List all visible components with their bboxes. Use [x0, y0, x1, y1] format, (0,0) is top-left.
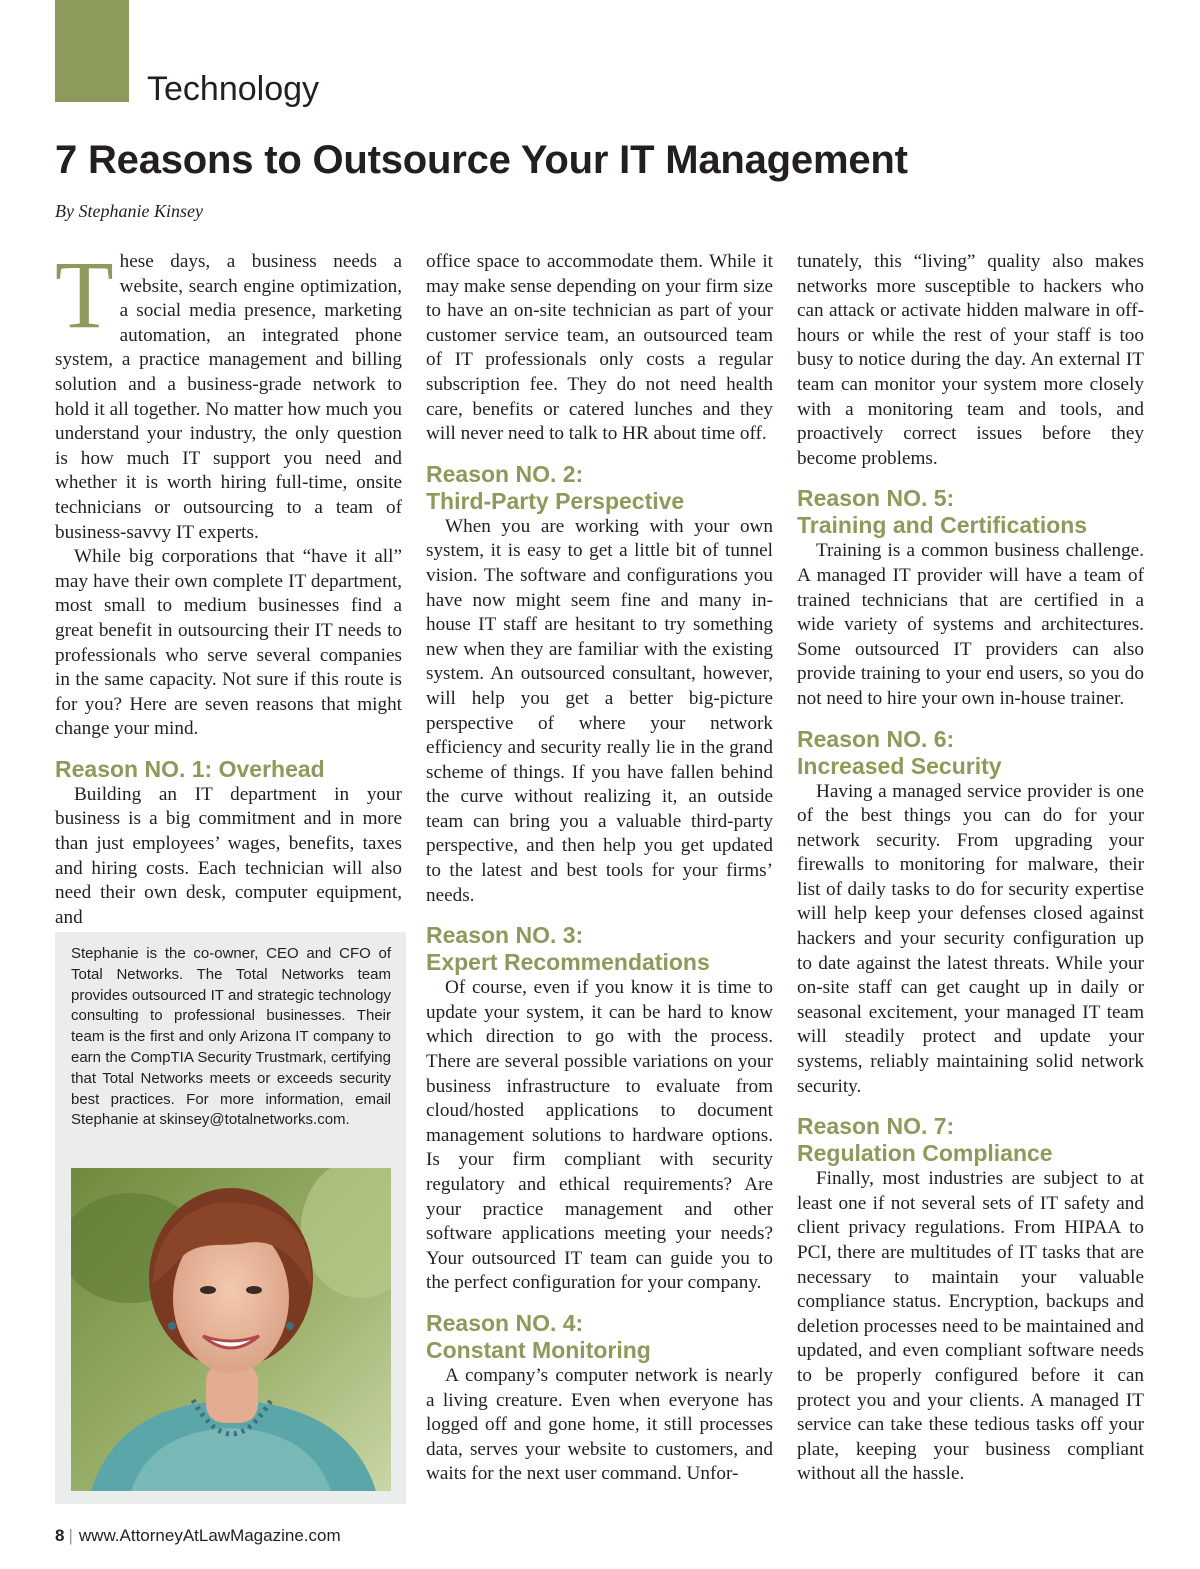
- intro-paragraph-1: [55, 241, 402, 545]
- column-1: [55, 241, 402, 930]
- reason-2-heading: [426, 461, 773, 515]
- reason-3-heading-line2: Expert Recommendations: [426, 949, 710, 976]
- reason-6-heading: [797, 726, 1144, 780]
- reason-1-heading: [55, 756, 402, 783]
- reason-3-body: Of course, even if you know it is time to update your system, it can be hard to know which direction to go with the process. There are several possible variations on your business infrastructure to evaluate from cloud/hosted applications to document management solutions to hardware options. Is your firm compliant with security regulatory and ethical requirements? Are your practice management and other software applications meeting your needs? Your outsourced IT team can guide you to the perfect configuration for your company.: [426, 977, 773, 1294]
- reason-7-heading-line2: Regulation Compliance: [797, 1140, 1053, 1167]
- reason-7-body: Finally, most industries are subject to at least one if not several sets of IT safety and client privacy regulations. From HIPAA to PCI, there are multitudes of IT tasks that are necessary to maintain your valuable compliance status. Encryption, backups and deletion processes need to be maintained and updated, and even compliant software needs to be properly configured before it can protect you and your clients. A managed IT service can take these tedious tasks off your plate, keeping your business compliant without all the hassle.: [797, 1168, 1144, 1485]
- column-2: [426, 250, 773, 1487]
- reason-6-heading-line2: Increased Security: [797, 752, 1002, 779]
- reason-4-heading: [426, 1310, 773, 1364]
- reason-7-heading: [797, 1113, 1144, 1167]
- footer-separator: |: [68, 1526, 73, 1545]
- magazine-url: www.AttorneyAtLawMagazine.com: [78, 1526, 341, 1545]
- reason-2-body: When you are working with your own system, it is easy to get a little bit of tunnel vision. The software and configurations you have now might seem fine and many in-house IT staff are hesitant to try something new when they are familiar with the existing system. An outsourced consultant, however, will help you get a better big-picture perspective of where your network efficiency and security really lie in the grand scheme of things. If you have fallen behind the curve without realizing it, an outside team can bring you a valuable third-party perspective, and then help you get updated to the latest and best tools for your firms’ needs.: [426, 515, 773, 906]
- reason-5-heading-line2: Training and Certifications: [797, 512, 1088, 539]
- reason-4-body-part-1: A company’s computer network is nearly a living creature. Even when everyone has logged off and gone home, it still processes data, serves your website to customers, and waits for the next user command. Unfor-: [426, 1364, 773, 1485]
- reason-2-heading-line2: Third-Party Perspective: [426, 487, 685, 514]
- reason-3-heading: [426, 922, 773, 976]
- intro-paragraph-1-text: hese days, a business needs a website, search engine optimization, a social media presence, marketing automation, an integrated phone system, a practice management and billing solution and a business-grade network to hold it all together. No matter how much you understand your industry, the only question is how much IT support you need and whether it is worth hiring full-time, onsite technicians or outsourcing to a team of business-savvy IT experts.: [55, 251, 402, 543]
- reason-4-body-part-2: tunately, this “living” quality also makes networks more susceptible to hackers who can attack or activate hidden malware in off-hours or while the rest of your staff is too busy to notice during the day. An external IT team can monitor your system more closely with a monitoring team and tools, and proactively correct issues before they become problems.: [797, 251, 1144, 469]
- section-label: Technology: [147, 70, 320, 108]
- reason-1-body-part-2: office space to accommodate them. While it may make sense depending on your firm size to have an on-site technician as part of your customer service team, an outsourced team of IT professionals only costs a regular subscription fee. They do not need health care, benefits or catered lunches and they will never need to talk to HR about time off.: [426, 251, 773, 445]
- page-number: 8: [55, 1526, 65, 1545]
- author-photo: [71, 1168, 391, 1491]
- byline: By Stephanie Kinsey: [55, 201, 203, 221]
- reason-6-heading-line1: Reason NO. 6:: [797, 725, 955, 752]
- author-bio-box: [55, 932, 406, 1504]
- reason-1-body-part-1: Building an IT department in your business is a big commitment and in more than just employees’ wages, benefits, taxes and hiring costs. Each technician will also need their own desk, computer equipment, and: [55, 783, 402, 928]
- page-footer: [55, 1526, 341, 1546]
- reason-5-heading: [797, 485, 1144, 539]
- reason-7-heading-line1: Reason NO. 7:: [797, 1113, 955, 1140]
- reason-5-heading-line1: Reason NO. 5:: [797, 485, 955, 512]
- section-color-block: [55, 0, 129, 102]
- reason-4-heading-line2: Constant Monitoring: [426, 1336, 651, 1363]
- article-title: 7 Reasons to Outsource Your IT Management: [55, 138, 908, 182]
- intro-paragraph-2: While big corporations that “have it all” may have their own complete IT department, most small to medium businesses find a great benefit in outsourcing their IT needs to professionals who serve several companies in the same capacity. Not sure if this route is for you? Here are seven reasons that might change your mind.: [55, 546, 402, 740]
- reason-5-body: Training is a common business challenge. A managed IT provider will have a team of trained technicians that are certified in a wide variety of systems and architectures. Some outsourced IT providers can also provide training to your end users, so you do not need to hire your own in-house trainer.: [797, 540, 1144, 709]
- reason-2-heading-line1: Reason NO. 2:: [426, 460, 584, 487]
- drop-cap: T: [55, 241, 114, 348]
- reason-1-heading-text: Reason NO. 1: Overhead: [55, 755, 325, 782]
- reason-3-heading-line1: Reason NO. 3:: [426, 922, 584, 949]
- author-bio-text: Stephanie is the co-owner, CEO and CFO of Total Networks. The Total Networks team provides outsourced IT and strategic technology consulting to professional businesses. Their team is the first and only Arizona IT company to earn the CompTIA Security Trustmark, certifying that Total Networks meets or exceeds security best practices. For more information, email Stephanie at skinsey@totalnetworks.com.: [71, 945, 391, 1129]
- reason-4-heading-line1: Reason NO. 4:: [426, 1309, 584, 1336]
- author-portrait-image: [71, 1168, 391, 1491]
- column-3: [797, 250, 1144, 1487]
- reason-6-body: Having a managed service provider is one of the best things you can do for your network security. From upgrading your firewalls to monitoring for malware, their list of daily tasks to do for security expertise will help keep your defenses closed against hackers and your security configuration up to date against the latest threats. While your on-site staff can get caught up in daily or seasonal excitement, your managed IT team will steadily protect and update your systems, reliably maintaining solid network security.: [797, 780, 1144, 1097]
